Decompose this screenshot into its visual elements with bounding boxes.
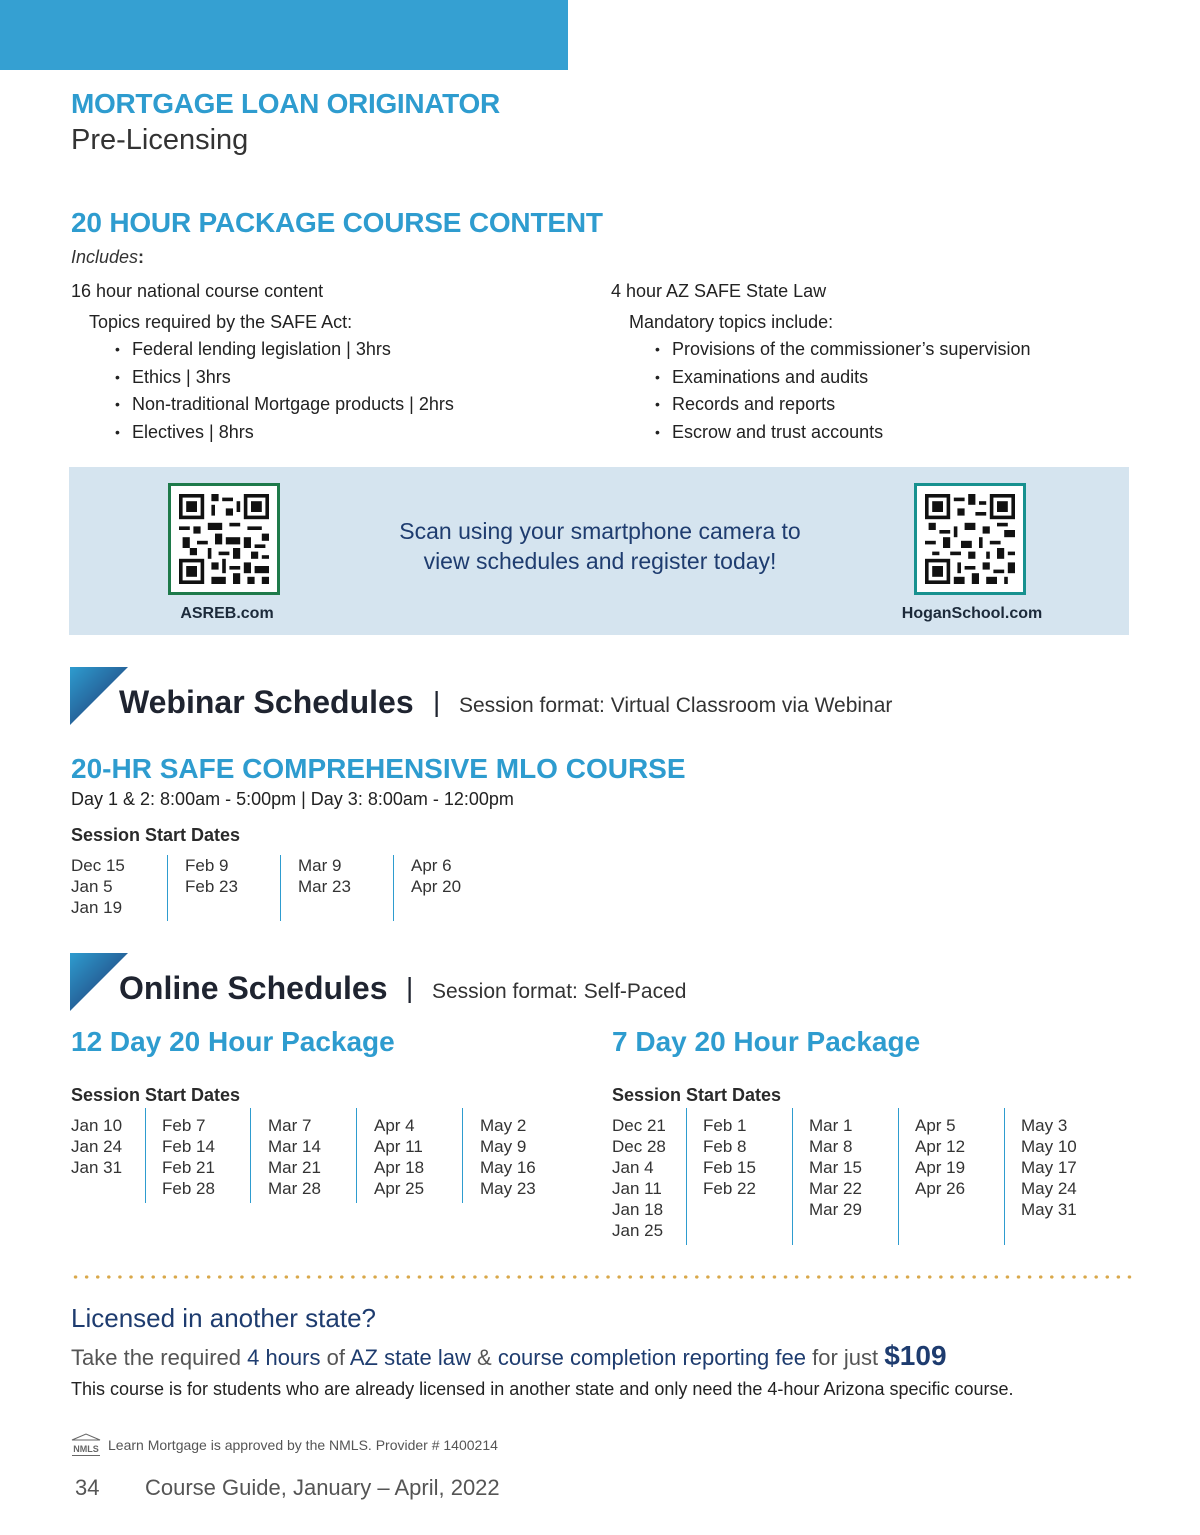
date-item: Jan 10 bbox=[71, 1116, 123, 1135]
date-item: Feb 1 bbox=[703, 1116, 747, 1135]
date-item: Mar 9 bbox=[298, 856, 342, 875]
webinar-dates-label: Session Start Dates bbox=[71, 825, 241, 845]
package-7-dates-label: Session Start Dates bbox=[612, 1085, 782, 1105]
date-item: Jan 19 bbox=[71, 898, 123, 917]
date-item: Mar 29 bbox=[809, 1200, 862, 1219]
date-item: May 9 bbox=[480, 1137, 527, 1156]
date-column bbox=[71, 855, 167, 921]
page-number: 34 bbox=[75, 1475, 100, 1500]
date-item: Mar 23 bbox=[298, 877, 351, 896]
qr-instructions-line: Scan using your smartphone camera to bbox=[399, 518, 801, 544]
date-item: Feb 9 bbox=[185, 856, 229, 875]
webinar-course-times: Day 1 & 2: 8:00am - 5:00pm | Day 3: 8:00am - 12:00pm bbox=[71, 789, 514, 809]
date-item: Mar 7 bbox=[268, 1116, 312, 1135]
hogan-school-qr-code[interactable] bbox=[914, 483, 1026, 595]
list-item: • Non-traditional Mortgage products | 2hrs bbox=[115, 391, 454, 419]
nmls-approval-note: Learn Mortgage is approved by the NMLS. Provider # 1400214 bbox=[108, 1437, 498, 1453]
date-item: Feb 21 bbox=[162, 1158, 215, 1177]
date-item: Apr 11 bbox=[374, 1137, 423, 1156]
date-item: Apr 25 bbox=[374, 1179, 425, 1198]
qr-instructions bbox=[330, 516, 870, 576]
list-item: • Examinations and audits bbox=[655, 364, 1030, 392]
date-item: May 16 bbox=[480, 1158, 536, 1177]
date-item: May 17 bbox=[1021, 1158, 1077, 1177]
dotted-divider bbox=[70, 1275, 1138, 1279]
date-item: Apr 12 bbox=[915, 1137, 966, 1156]
list-item: • Records and reports bbox=[655, 391, 1030, 419]
includes-label: Includes: bbox=[71, 247, 145, 267]
webinar-section-title: Webinar Schedules bbox=[119, 684, 414, 720]
date-item: Mar 28 bbox=[268, 1179, 321, 1198]
date-item: Feb 28 bbox=[162, 1179, 215, 1198]
date-item: Apr 5 bbox=[915, 1116, 956, 1135]
date-item: Apr 19 bbox=[915, 1158, 966, 1177]
date-item: Apr 6 bbox=[411, 856, 452, 875]
date-item: Mar 21 bbox=[268, 1158, 321, 1177]
top-accent-bar bbox=[0, 0, 568, 70]
date-column bbox=[393, 855, 506, 921]
date-item: Jan 18 bbox=[612, 1200, 664, 1219]
date-column bbox=[145, 1108, 250, 1203]
date-item: Mar 14 bbox=[268, 1137, 321, 1156]
date-item: Jan 31 bbox=[71, 1158, 123, 1177]
asreb-qr-code[interactable] bbox=[168, 483, 280, 595]
date-item: Apr 20 bbox=[411, 877, 462, 896]
nmls-logo-icon bbox=[71, 1433, 101, 1457]
offer-highlight: AZ state law bbox=[349, 1345, 471, 1370]
guide-title: Course Guide, January – April, 2022 bbox=[145, 1475, 500, 1500]
date-item: May 23 bbox=[480, 1179, 536, 1198]
date-item: May 3 bbox=[1021, 1116, 1068, 1135]
safe-act-topic-list bbox=[115, 336, 454, 446]
date-column bbox=[71, 1115, 145, 1203]
date-column bbox=[462, 1108, 568, 1203]
package-title: 20 HOUR PACKAGE COURSE CONTENT bbox=[71, 207, 603, 238]
date-column bbox=[356, 1108, 462, 1203]
webinar-session-format: Session format: Virtual Classroom via Webinar bbox=[459, 694, 893, 717]
date-item: May 2 bbox=[480, 1116, 527, 1135]
national-content-heading: 16 hour national course content bbox=[71, 281, 324, 301]
date-item: Dec 21 bbox=[612, 1116, 666, 1135]
asreb-link-label[interactable]: ASREB.com bbox=[180, 605, 274, 622]
date-item: Mar 1 bbox=[809, 1116, 853, 1135]
licensed-offer bbox=[71, 1340, 947, 1372]
date-item: Apr 4 bbox=[374, 1116, 415, 1135]
date-item: Jan 24 bbox=[71, 1137, 123, 1156]
date-column bbox=[280, 855, 393, 921]
date-column bbox=[898, 1108, 1004, 1245]
date-item: May 10 bbox=[1021, 1137, 1077, 1156]
date-column bbox=[250, 1108, 356, 1203]
date-item: Jan 4 bbox=[612, 1158, 654, 1177]
mandatory-topics-subheading: Mandatory topics include: bbox=[629, 312, 834, 332]
list-item: • Electives | 8hrs bbox=[115, 419, 454, 447]
date-item: Feb 23 bbox=[185, 877, 238, 896]
offer-highlight: 4 hours bbox=[247, 1345, 321, 1370]
page-subtitle: Pre-Licensing bbox=[71, 124, 249, 156]
mandatory-topic-list bbox=[655, 336, 1030, 446]
hogan-school-link-label[interactable]: HoganSchool.com bbox=[901, 605, 1043, 622]
list-item: • Provisions of the commissioner’s supervision bbox=[655, 336, 1030, 364]
safe-act-subheading: Topics required by the SAFE Act: bbox=[89, 312, 353, 332]
offer-price: $109 bbox=[884, 1340, 947, 1371]
svg-text:NMLS: NMLS bbox=[73, 1444, 99, 1454]
qr-code-icon bbox=[179, 494, 269, 584]
date-item: Jan 25 bbox=[612, 1221, 664, 1240]
page-kicker: MORTGAGE LOAN ORIGINATOR bbox=[71, 88, 500, 119]
date-column bbox=[1004, 1108, 1110, 1245]
section-separator: | bbox=[433, 686, 441, 717]
qr-code-icon bbox=[925, 494, 1015, 584]
date-item: Jan 5 bbox=[71, 877, 113, 896]
date-item: Dec 28 bbox=[612, 1137, 666, 1156]
date-item: Mar 22 bbox=[809, 1179, 862, 1198]
package-7-day-title: 7 Day 20 Hour Package bbox=[612, 1026, 921, 1057]
offer-text: for just bbox=[805, 1345, 885, 1370]
date-item: May 31 bbox=[1021, 1200, 1077, 1219]
date-item: Mar 15 bbox=[809, 1158, 862, 1177]
package-12-day-title: 12 Day 20 Hour Package bbox=[71, 1026, 395, 1057]
section-separator: | bbox=[406, 972, 414, 1003]
date-item: Apr 18 bbox=[374, 1158, 425, 1177]
date-item: Feb 14 bbox=[162, 1137, 215, 1156]
date-column bbox=[792, 1108, 898, 1245]
licensed-question: Licensed in another state? bbox=[71, 1303, 376, 1333]
date-item: Feb 8 bbox=[703, 1137, 747, 1156]
list-item: • Federal lending legislation | 3hrs bbox=[115, 336, 454, 364]
online-session-format: Session format: Self-Paced bbox=[432, 980, 687, 1003]
date-item: Feb 22 bbox=[703, 1179, 756, 1198]
date-item: Feb 7 bbox=[162, 1116, 206, 1135]
online-section-title: Online Schedules bbox=[119, 970, 388, 1006]
date-item: Dec 15 bbox=[71, 856, 125, 875]
state-law-heading: 4 hour AZ SAFE State Law bbox=[611, 281, 827, 301]
date-item: Mar 8 bbox=[809, 1137, 853, 1156]
list-item: • Ethics | 3hrs bbox=[115, 364, 454, 392]
offer-text: & bbox=[470, 1345, 498, 1370]
date-column bbox=[167, 855, 280, 921]
offer-text: of bbox=[320, 1345, 350, 1370]
offer-highlight: course completion reporting fee bbox=[497, 1345, 806, 1370]
qr-instructions-line: view schedules and register today! bbox=[423, 548, 777, 574]
offer-text: Take the required bbox=[71, 1345, 248, 1370]
date-column bbox=[612, 1115, 686, 1245]
package-12-dates-label: Session Start Dates bbox=[71, 1085, 241, 1105]
list-item: • Escrow and trust accounts bbox=[655, 419, 1030, 447]
date-column bbox=[686, 1108, 792, 1245]
licensed-note: This course is for students who are already licensed in another state and only need the 4-hour Arizona specific course. bbox=[71, 1379, 1014, 1399]
date-item: Feb 15 bbox=[703, 1158, 756, 1177]
date-item: Jan 11 bbox=[612, 1179, 662, 1198]
date-item: May 24 bbox=[1021, 1179, 1077, 1198]
date-item: Apr 26 bbox=[915, 1179, 966, 1198]
webinar-course-title: 20-HR SAFE COMPREHENSIVE MLO COURSE bbox=[71, 753, 686, 784]
